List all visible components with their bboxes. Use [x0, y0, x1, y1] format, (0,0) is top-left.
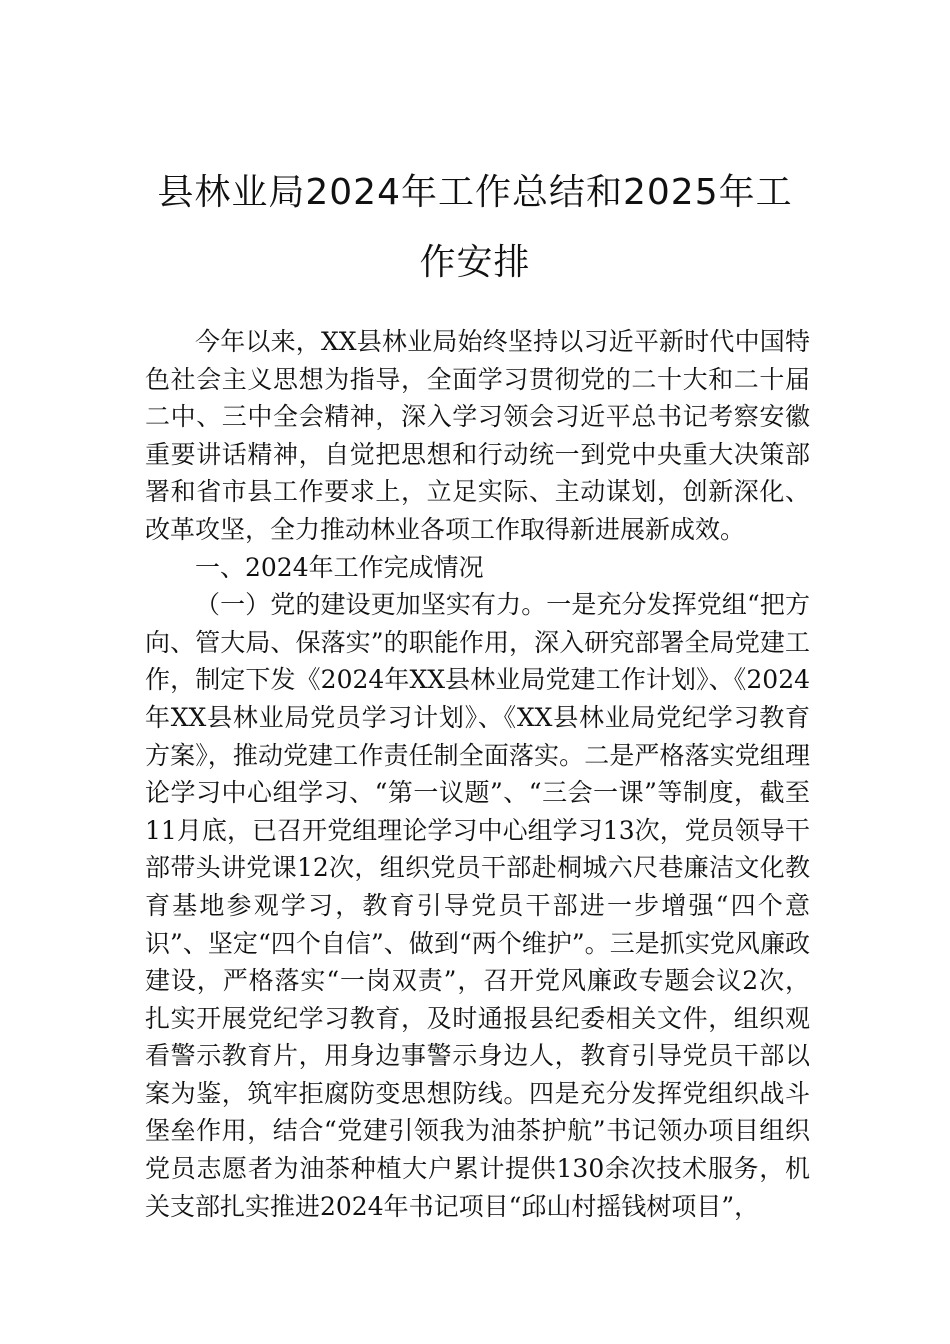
intro-paragraph: 今年以来，XX县林业局始终坚持以习近平新时代中国特色社会主义思想为指导，全面学习贯彻党的二十大和二十届二中、三中全会精神，深入学习领会习近平总书记考察安徽重要讲话精神，自觉把思想和行动统一到党中央重大决策部署和省市县工作要求上，立足实际、主动谋划，创新深化、改革攻坚，全力推动林业各项工作取得新进展新成效。	[145, 327, 810, 544]
body-paragraph: （一）党的建设更加坚实有力。一是充分发挥党组“把方向、管大局、保落实”的职能作用，深入研究部署全局党建工作，制定下发《2024年XX县林业局党建工作计划》、《2024年XX县林业局党员学习计划》、《XX县林业局党纪学习教育方案》，推动党建工作责任制全面落实。二是严格落实党组理论学习中心组学习、“第一议题”、“三会一课”等制度，截至11月底，已召开党组理论学习中心组学习13次，党员领导干部带头讲党课12次，组织党员干部赴桐城六尺巷廉洁文化教育基地参观学习，教育引导党员干部进一步增强“四个意识”、坚定“四个自信”、做到“两个维护”。三是抓实党风廉政建设，严格落实“一岗双责”，召开党风廉政专题会议2次，扎实开展党纪学习教育，及时通报县纪委相关文件，组织观看警示教育片，用身边事警示身边人，教育引导党员干部以案为鉴，筑牢拒腐防变思想防线。四是充分发挥党组织战斗堡垒作用，结合“党建引领我为油茶护航”书记领办项目组织党员志愿者为油茶种植大户累计提供130余次技术服务，机关支部扎实推进2024年书记项目“邱山村摇钱树项目”，	[145, 590, 810, 1221]
document-body	[145, 323, 810, 1225]
document-title: 县林业局2024年工作总结和2025年工作安排	[157, 172, 793, 283]
section-heading: 一、2024年工作完成情况	[195, 552, 484, 582]
